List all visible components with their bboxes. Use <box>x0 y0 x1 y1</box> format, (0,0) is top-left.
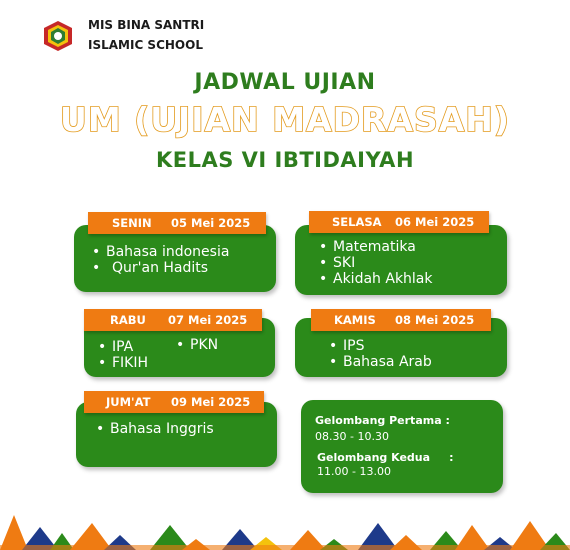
school-emblem-icon <box>42 20 74 52</box>
title-ujian-madrasah: UM (UJIAN MADRASAH) <box>60 100 510 139</box>
subject-list-rabu <box>98 339 148 371</box>
day-label: SELASA <box>332 215 382 229</box>
day-label: JUM'AT <box>106 395 151 409</box>
card-senin <box>74 225 276 292</box>
subject-item: • IPS <box>329 338 432 354</box>
date-label: 09 Mei 2025 <box>171 395 251 409</box>
subject-list-rabu-col2 <box>176 337 218 353</box>
gelombang-kedua-time: 11.00 - 13.00 <box>317 465 391 478</box>
tag-selasa <box>309 211 489 233</box>
subject-item: • PKN <box>176 337 218 353</box>
school-name-line2: ISLAMIC SCHOOL <box>88 38 203 52</box>
subject-item: • Akidah Akhlak <box>319 271 433 287</box>
day-label: SENIN <box>112 216 152 230</box>
day-label: RABU <box>110 313 146 327</box>
subject-list-kamis <box>329 338 432 370</box>
title-jadwal-ujian: JADWAL UJIAN <box>194 70 376 95</box>
subject-list-selasa <box>319 239 433 287</box>
card-gelombang <box>301 400 503 493</box>
date-label: 08 Mei 2025 <box>395 313 475 327</box>
subject-item: • Bahasa Inggris <box>96 421 214 437</box>
subject-item: • SKI <box>319 255 433 271</box>
date-label: 05 Mei 2025 <box>171 216 251 230</box>
subject-list-jumat <box>96 421 214 437</box>
day-label: KAMIS <box>334 313 376 327</box>
gelombang-kedua-label: Gelombang Kedua : <box>317 451 454 464</box>
date-label: 06 Mei 2025 <box>395 215 475 229</box>
date-label: 07 Mei 2025 <box>168 313 248 327</box>
tag-senin <box>88 212 266 234</box>
subject-item: • FIKIH <box>98 355 148 371</box>
gelombang-pertama-label: Gelombang Pertama : <box>315 414 450 427</box>
subject-item: • IPA <box>98 339 148 355</box>
subject-item: • Qur'an Hadits <box>92 260 229 276</box>
background-watermark <box>0 205 15 251</box>
subject-item: • Bahasa indonesia <box>92 244 229 260</box>
subject-item: • Bahasa Arab <box>329 354 432 370</box>
card-selasa <box>295 225 507 295</box>
school-name-line1: MIS BINA SANTRI <box>88 18 205 32</box>
gelombang-pertama-time: 08.30 - 10.30 <box>315 430 389 443</box>
subject-list-senin <box>92 244 229 276</box>
subject-item: • Matematika <box>319 239 433 255</box>
tag-jumat <box>84 391 264 413</box>
bottom-decoration <box>0 505 570 550</box>
title-kelas: KELAS VI IBTIDAIYAH <box>155 148 415 172</box>
tag-rabu <box>84 309 262 331</box>
tag-kamis <box>311 309 491 331</box>
